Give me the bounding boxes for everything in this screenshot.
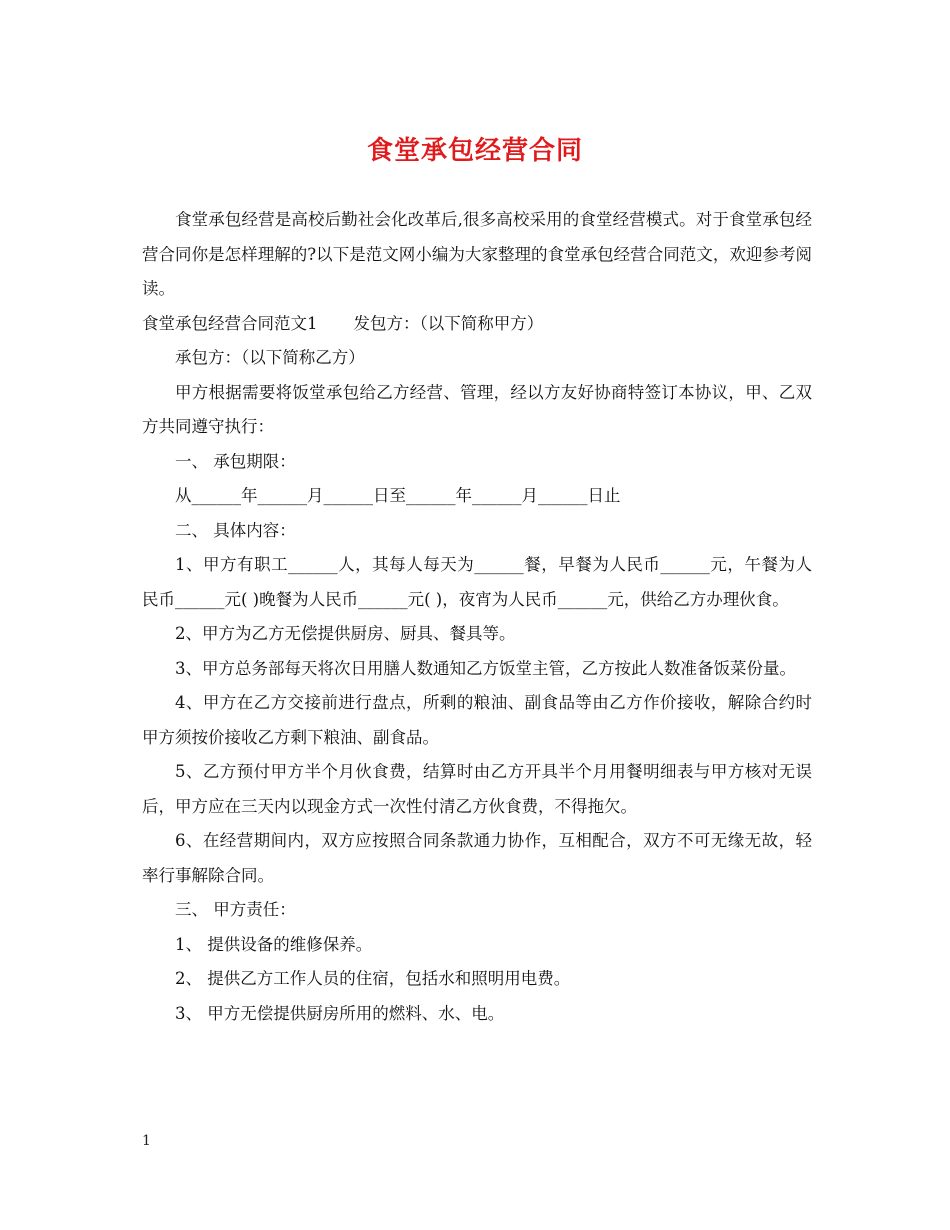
section-2-item-5: 5、乙方预付甲方半个月伙食费，结算时由乙方开具半个月用餐明细表与甲方核对无误后，甲方应在三天内以现金方式一次性付清乙方伙食费，不得拖欠。: [142, 762, 812, 816]
agreement-paragraph: 甲方根据需要将饭堂承包给乙方经营、管理，经以方友好协商特签订本协议，甲、乙双方共同遵守执行：: [142, 382, 812, 436]
section-2-item-2: 2、甲方为乙方无偿提供厨房、厨具、餐具等。: [175, 624, 516, 643]
sample-heading: 食堂承包经营合同范文1: [142, 313, 318, 333]
document-body: [142, 203, 812, 1031]
section-3-heading: 三、 甲方责任：: [175, 900, 296, 919]
section-2-item-4: 4、甲方在乙方交接前进行盘点，所剩的粮油、副食品等由乙方作价接收，解除合约时甲方须按价接收乙方剩下粮油、副食品。: [142, 693, 812, 747]
page-number: 1: [142, 1133, 151, 1149]
contract-period: 从______年______月______日至______年______月______日止: [175, 486, 621, 505]
party-a: 发包方：（以下简称甲方）: [353, 313, 544, 333]
sample-heading-line: [142, 307, 812, 342]
section-3-item-3: 3、 甲方无偿提供厨房所用的燃料、水、电。: [175, 1003, 505, 1023]
section-2-item-6: 6、在经营期间内，双方应按照合同条款通力协作，互相配合，双方不可无缘无故，轻率行事解除合同。: [142, 831, 812, 885]
party-b: 承包方：（以下简称乙方）: [175, 348, 365, 367]
section-3-item-2: 2、 提供乙方工作人员的住宿，包括水和照明用电费。: [175, 969, 571, 988]
section-2-item-3: 3、甲方总务部每天将次日用膳人数通知乙方饭堂主管，乙方按此人数准备饭菜份量。: [175, 658, 796, 678]
section-2-item-1: 1、甲方有职工______人，其每人每天为______餐，早餐为人民币______元，午餐为人民币______元( )晚餐为人民币______元( )，夜宵为人民币______元，供给乙方办理伙食。: [142, 555, 812, 609]
section-1-heading: 一、 承包期限：: [175, 451, 296, 471]
intro-paragraph: 食堂承包经营是高校后勤社会化改革后,很多高校采用的食堂经营模式。对于食堂承包经营合同你是怎样理解的?以下是范文网小编为大家整理的食堂承包经营合同范文，欢迎参考阅读。: [142, 210, 812, 298]
section-2-heading: 二、 具体内容：: [175, 520, 296, 540]
section-3-item-1: 1、 提供设备的维修保养。: [175, 934, 373, 954]
document-title: 食堂承包经营合同: [366, 136, 583, 166]
